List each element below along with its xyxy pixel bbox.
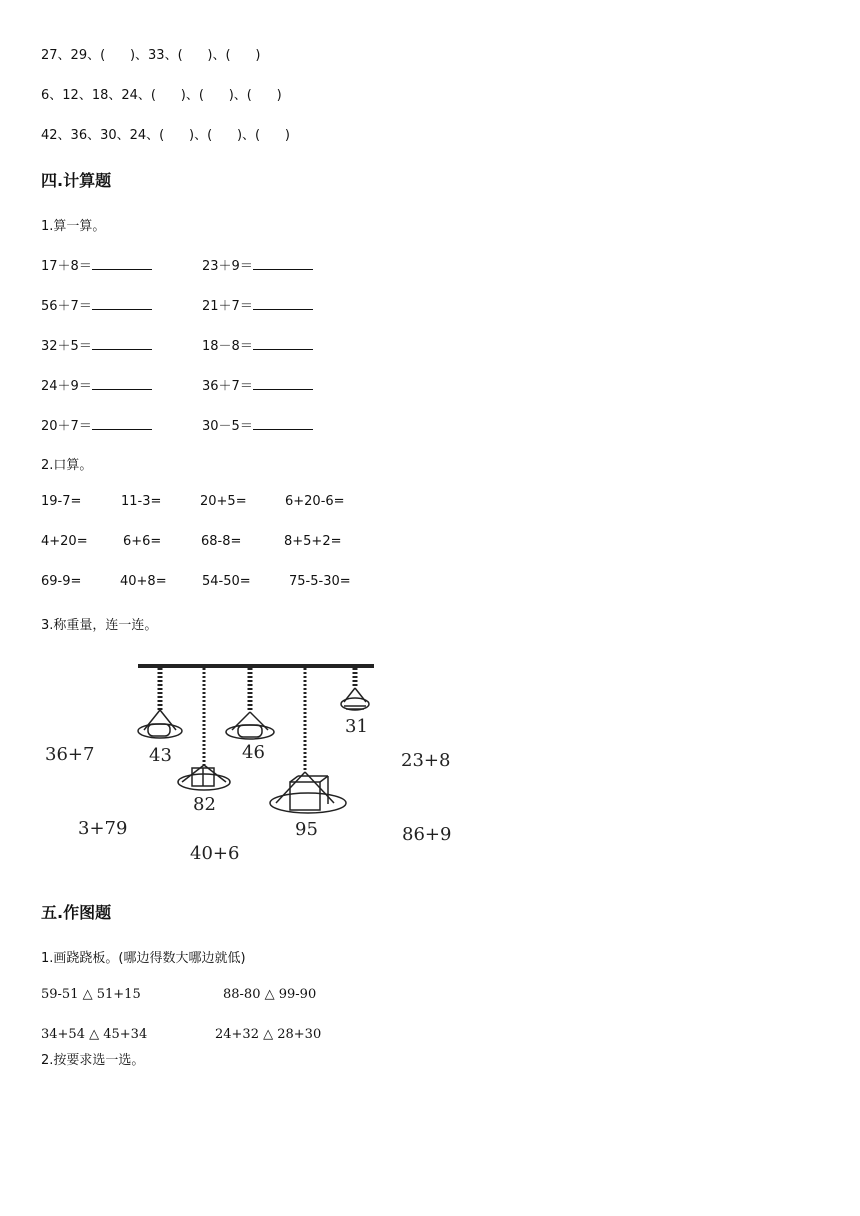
q2-item: 6+20-6= bbox=[285, 494, 345, 509]
q1-item: 32＋5＝ bbox=[41, 335, 152, 354]
q2-item: 68-8= bbox=[201, 534, 242, 549]
q2-item: 4+20= bbox=[41, 534, 88, 549]
hanging-scales-figure bbox=[0, 650, 480, 870]
weight-label: 43 bbox=[149, 745, 172, 766]
q1-item: 24＋9＝ bbox=[41, 375, 152, 394]
scale-pan-5 bbox=[341, 688, 369, 710]
sequence-2: 6、12、18、24、( )、( )、( ) bbox=[41, 88, 282, 103]
q1-item: 36＋7＝ bbox=[202, 375, 313, 394]
scale-pan-4 bbox=[270, 772, 346, 813]
scale-pan-3 bbox=[226, 712, 274, 739]
q2-item: 54-50= bbox=[202, 574, 251, 589]
q1-item: 56＋7＝ bbox=[41, 295, 152, 314]
seesaw-item: 34+54 △ 45+34 bbox=[41, 1027, 148, 1042]
weight-label: 31 bbox=[345, 716, 368, 737]
weight-label: 46 bbox=[242, 742, 265, 763]
s5-q2-title: 2.按要求选一选。 bbox=[41, 1053, 145, 1068]
q2-item: 40+8= bbox=[120, 574, 167, 589]
q2-title: 2.口算。 bbox=[41, 458, 93, 473]
q1-item: 23＋9＝ bbox=[202, 255, 313, 274]
scale-pan-1 bbox=[138, 710, 182, 738]
q1-title: 1.算一算。 bbox=[41, 219, 106, 234]
weight-label: 95 bbox=[295, 819, 318, 840]
expression-label: 86+9 bbox=[402, 824, 452, 845]
seesaw-item: 59-51 △ 51+15 bbox=[41, 987, 141, 1002]
q1-item: 18－8＝ bbox=[202, 335, 313, 354]
sequence-1: 27、29、( )、33、( )、( ) bbox=[41, 48, 261, 63]
s5-q1-title: 1.画跷跷板。(哪边得数大哪边就低) bbox=[41, 951, 246, 966]
sequence-3: 42、36、30、24、( )、( )、( ) bbox=[41, 128, 290, 143]
q1-item: 17＋8＝ bbox=[41, 255, 152, 274]
seesaw-item: 24+32 △ 28+30 bbox=[215, 1027, 322, 1042]
q1-item: 20＋7＝ bbox=[41, 415, 152, 434]
q2-item: 75-5-30= bbox=[289, 574, 351, 589]
seesaw-item: 88-80 △ 99-90 bbox=[223, 987, 317, 1002]
expression-label: 3+79 bbox=[78, 818, 128, 839]
section-5-title: 五.作图题 bbox=[41, 903, 112, 922]
q2-item: 6+6= bbox=[123, 534, 162, 549]
q2-item: 69-9= bbox=[41, 574, 82, 589]
q2-item: 20+5= bbox=[200, 494, 247, 509]
scale-pan-2 bbox=[178, 765, 230, 790]
q2-item: 19-7= bbox=[41, 494, 82, 509]
weight-label: 82 bbox=[193, 794, 216, 815]
q2-item: 11-3= bbox=[121, 494, 162, 509]
q1-item: 21＋7＝ bbox=[202, 295, 313, 314]
q1-item: 30－5＝ bbox=[202, 415, 313, 434]
q3-title: 3.称重量，连一连。 bbox=[41, 618, 158, 633]
expression-label: 40+6 bbox=[190, 843, 240, 864]
q2-item: 8+5+2= bbox=[284, 534, 342, 549]
expression-label: 36+7 bbox=[45, 744, 95, 765]
expression-label: 23+8 bbox=[401, 750, 451, 771]
section-4-title: 四.计算题 bbox=[41, 171, 112, 190]
